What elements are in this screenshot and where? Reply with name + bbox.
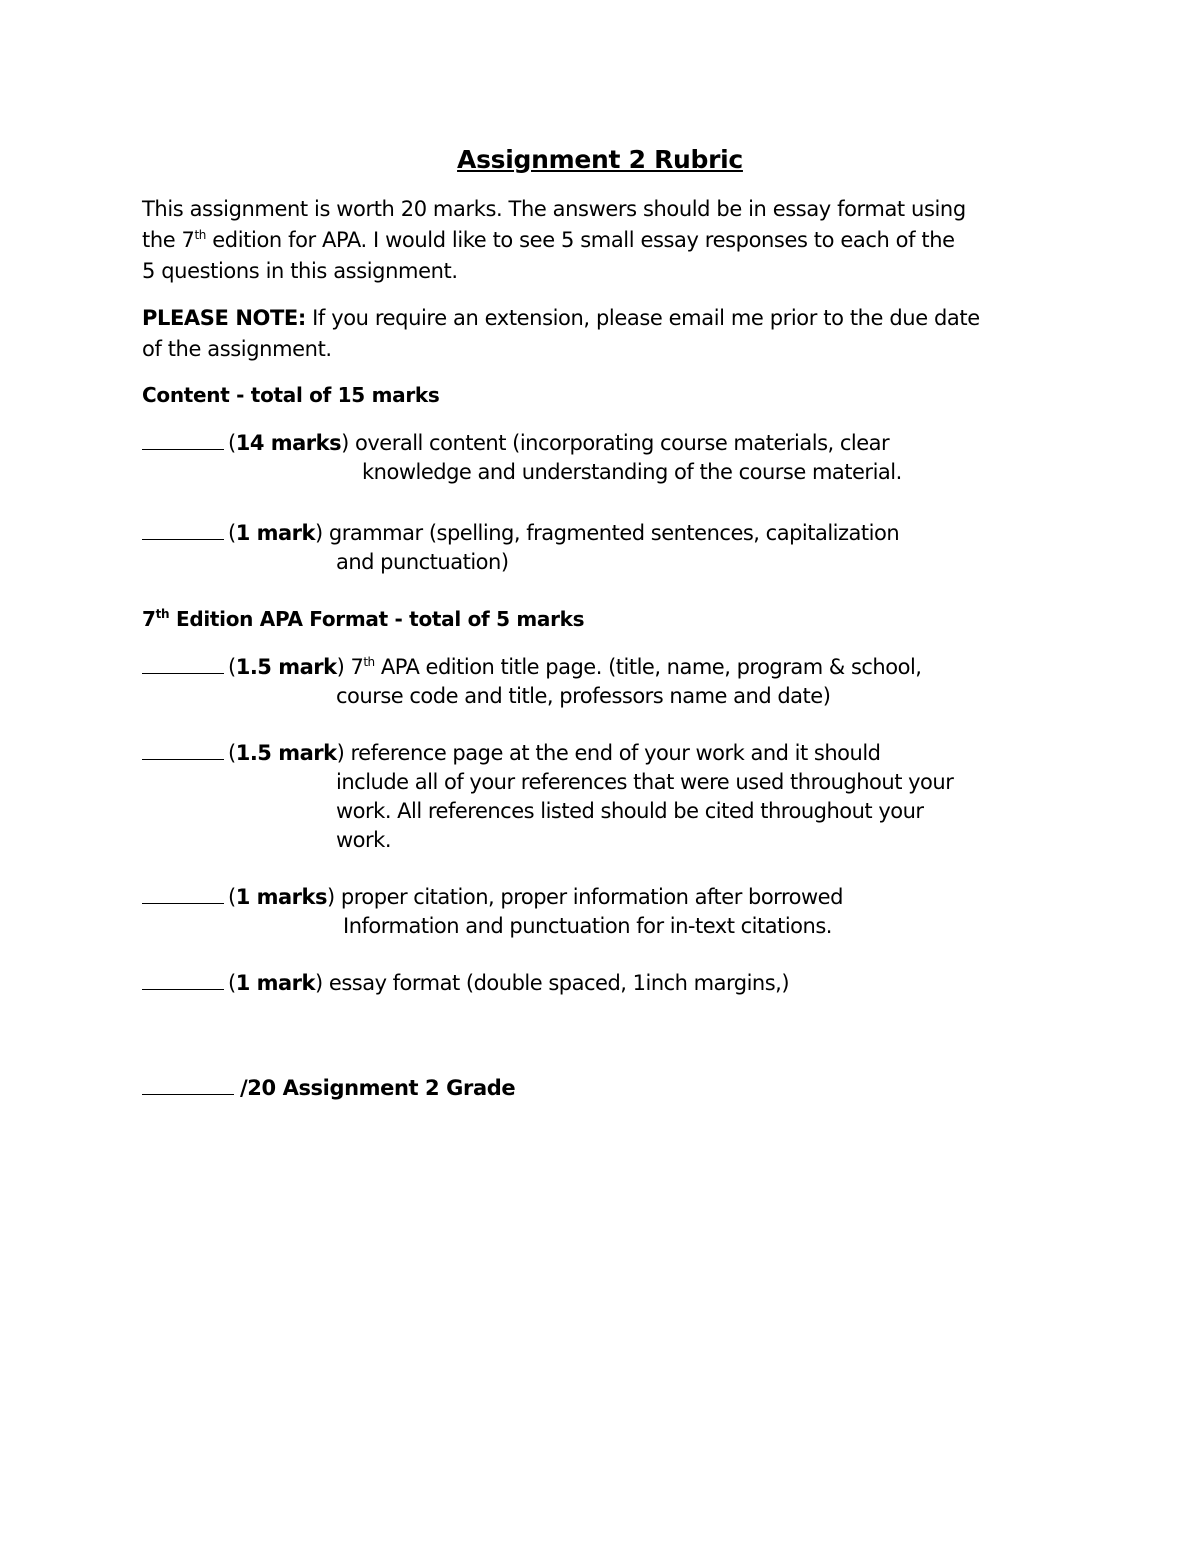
intro-line-2-pre: the 7 [142, 228, 195, 252]
rubric-item-line [142, 429, 1062, 458]
item-continuation: knowledge and understanding of the course material. [362, 460, 902, 484]
paren-open: ( [228, 431, 236, 455]
score-blank[interactable] [142, 429, 224, 450]
marks-value: 1.5 mark [235, 741, 337, 765]
page-title: Assignment 2 Rubric [457, 145, 743, 174]
note-line-2: of the assignment. [142, 337, 332, 361]
assignment-grade-line [142, 1074, 515, 1100]
item-description: overall content (incorporating course materials, clear [348, 431, 890, 455]
intro-line-3: 5 questions in this assignment. [142, 259, 458, 283]
intro-paragraph [142, 194, 1062, 287]
note-paragraph [142, 303, 1062, 365]
rubric-item-line [142, 653, 1062, 682]
intro-line-2-post: edition for APA. I would like to see 5 small essay responses to each of the [206, 228, 955, 252]
rubric-item-grammar [142, 519, 1062, 577]
marks-value: 1 mark [235, 971, 316, 995]
grade-blank[interactable] [142, 1074, 234, 1095]
item-continuation: work. All references listed should be cited throughout your [336, 799, 924, 823]
paren-close: ) [315, 521, 323, 545]
paren-open: ( [228, 521, 236, 545]
paren-close: ) [336, 741, 345, 765]
paren-open: ( [228, 885, 236, 909]
note-label: PLEASE NOTE: [142, 306, 306, 330]
apa-heading-pre: 7 [142, 607, 156, 631]
item-description: APA edition title page. (title, name, program & school, [374, 655, 922, 679]
note-line-1 [142, 303, 1062, 334]
item-description: essay format (double spaced, 1inch margins,) [322, 971, 790, 995]
content-heading: Content - total of 15 marks [142, 383, 440, 407]
paren-close: ) [336, 655, 345, 679]
rubric-item-overall-content [142, 429, 1062, 487]
rubric-item-reference-page [142, 739, 1062, 855]
score-blank[interactable] [142, 969, 224, 990]
item-description: grammar (spelling, fragmented sentences, capitalization [322, 521, 900, 545]
paren-open: ( [228, 655, 236, 679]
item-continuation: include all of your references that were used throughout your [336, 770, 954, 794]
score-blank[interactable] [142, 653, 224, 674]
rubric-item-essay-format [142, 969, 1062, 998]
paren-open: ( [228, 741, 236, 765]
item-continuation: course code and title, professors name and date) [336, 684, 831, 708]
paren-close: ) [341, 431, 349, 455]
item-superscript: th [363, 655, 375, 669]
apa-heading-post: Edition APA Format - total of 5 marks [169, 607, 585, 631]
marks-value: 1 marks [235, 885, 328, 909]
item-continuation: Information and punctuation for in-text citations. [343, 914, 832, 938]
apa-heading [142, 607, 584, 631]
item-description: reference page at the end of your work and it should [344, 741, 881, 765]
rubric-item-line [142, 883, 1062, 912]
item-continuation: and punctuation) [336, 550, 509, 574]
rubric-item-line [142, 519, 1062, 548]
marks-value: 14 marks [235, 431, 342, 455]
rubric-item-line [142, 739, 1062, 768]
score-blank[interactable] [142, 739, 224, 760]
rubric-item-title-page [142, 653, 1062, 711]
intro-line-2 [142, 225, 1062, 256]
paren-close: ) [315, 971, 323, 995]
intro-line-1: This assignment is worth 20 marks. The answers should be in essay format using [142, 197, 966, 221]
item-description-pre: 7 [344, 655, 364, 679]
marks-value: 1 mark [235, 521, 316, 545]
score-blank[interactable] [142, 883, 224, 904]
note-text-1: If you require an extension, please email me prior to the due date [305, 306, 980, 330]
item-description: proper citation, proper information after borrowed [334, 885, 843, 909]
item-continuation: work. [336, 828, 391, 852]
rubric-item-line [142, 969, 1062, 998]
rubric-item-citation [142, 883, 1062, 941]
paren-open: ( [228, 971, 236, 995]
paren-close: ) [327, 885, 335, 909]
intro-superscript: th [194, 228, 207, 242]
apa-heading-superscript: th [155, 607, 170, 621]
score-blank[interactable] [142, 519, 224, 540]
grade-label: /20 Assignment 2 Grade [240, 1076, 516, 1100]
marks-value: 1.5 mark [235, 655, 337, 679]
